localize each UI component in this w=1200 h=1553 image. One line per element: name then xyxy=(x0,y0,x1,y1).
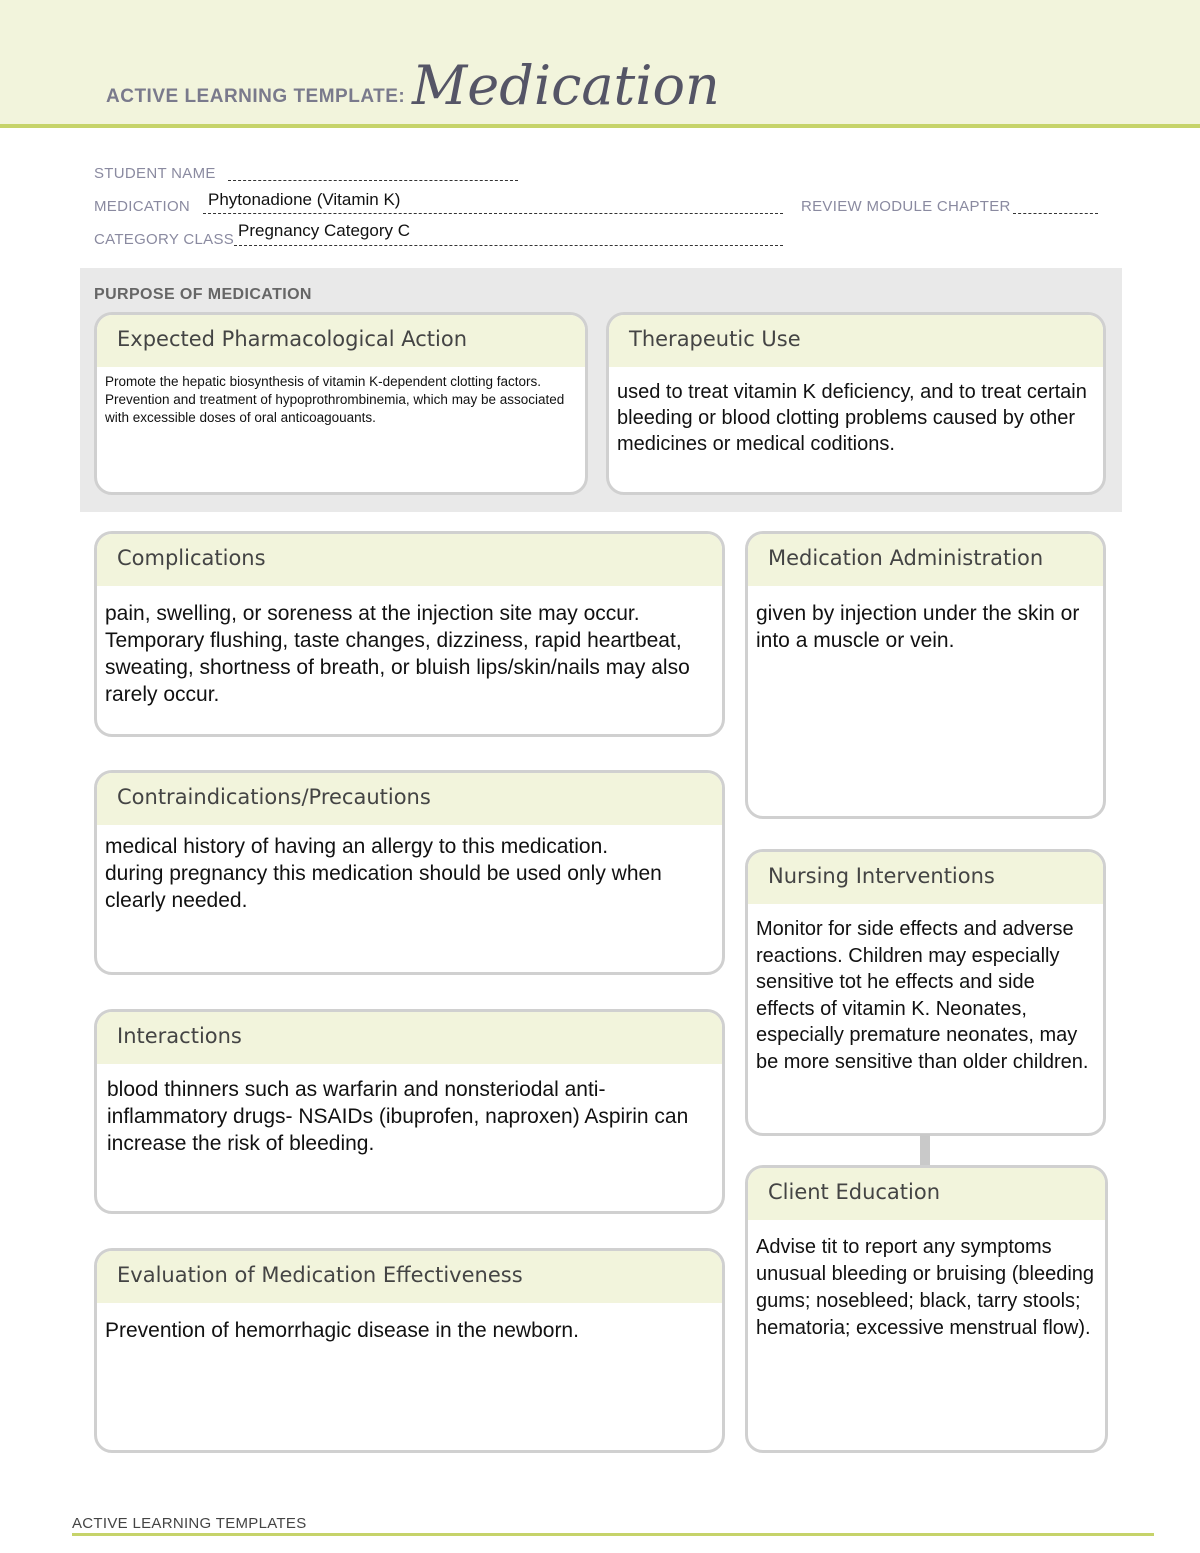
evaluation-box xyxy=(94,1248,725,1453)
review-module-label: REVIEW MODULE CHAPTER xyxy=(801,198,1011,215)
header-rule xyxy=(0,124,1200,128)
footer-text: ACTIVE LEARNING TEMPLATES xyxy=(72,1515,307,1532)
interactions-box xyxy=(94,1009,725,1214)
medication-label: MEDICATION xyxy=(94,198,191,215)
therapeutic-use-box xyxy=(606,312,1106,495)
complications-box xyxy=(94,531,725,737)
contraindications-text[interactable]: medical history of having an allergy to this medication. during pregnancy this medication should be used only when clearly needed. xyxy=(105,835,662,912)
nursing-heading: Nursing Interventions xyxy=(748,852,1103,904)
contraindications-heading: Contraindications/Precautions xyxy=(97,773,722,825)
administration-text[interactable]: given by injection under the skin or into a muscle or vein. xyxy=(756,602,1080,652)
category-class-value: Pregnancy Category C xyxy=(238,221,410,240)
interactions-heading: Interactions xyxy=(97,1012,722,1064)
contraindications-box xyxy=(94,770,725,975)
medication-value: Phytonadione (Vitamin K) xyxy=(208,190,401,209)
expected-action-text[interactable]: Promote the hepatic biosynthesis of vitamin K-dependent clotting factors. Prevention and treatment of hypoprothrombinemia, which may be associated with excessible doses of oral anticoagouants. xyxy=(105,374,565,425)
expected-action-box xyxy=(94,312,588,495)
administration-box xyxy=(745,531,1106,819)
complications-text[interactable]: pain, swelling, or soreness at the injection site may occur. Temporary flushing, taste changes, dizziness, rapid heartbeat, sweating, shortness of breath, or bluish lips/skin/nails may also rarely occur. xyxy=(105,602,690,706)
purpose-title: PURPOSE OF MEDICATION xyxy=(94,286,312,303)
template-title: Medication xyxy=(412,54,720,117)
footer-rule xyxy=(72,1533,1154,1536)
nursing-box xyxy=(745,849,1106,1136)
nursing-text[interactable]: Monitor for side effects and adverse reactions. Children may especially sensitive tot he effects and side effects of vitamin K. Neonates, especially premature neonates, may be more sensitive than older children. xyxy=(756,918,1089,1073)
therapeutic-use-text[interactable]: used to treat vitamin K deficiency, and to treat certain bleeding or blood clotting problems caused by other medicines or medical coditions. xyxy=(617,381,1087,455)
student-name-label: STUDENT NAME xyxy=(94,165,216,182)
client-education-text[interactable]: Advise tit to report any symptoms unusual bleeding or bruising (bleeding gums; nosebleed; black, tarry stools; hematoria; excessive menstrual flow). xyxy=(756,1236,1095,1339)
expected-action-heading: Expected Pharmacological Action xyxy=(97,315,585,367)
student-name-field[interactable] xyxy=(228,180,518,181)
complications-heading: Complications xyxy=(97,534,722,586)
administration-heading: Medication Administration xyxy=(748,534,1103,586)
evaluation-text[interactable]: Prevention of hemorrhagic disease in the newborn. xyxy=(105,1319,579,1342)
client-education-box xyxy=(745,1165,1108,1453)
category-class-field[interactable] xyxy=(234,245,783,246)
category-class-label: CATEGORY CLASS xyxy=(94,231,235,248)
template-prefix: ACTIVE LEARNING TEMPLATE: xyxy=(106,86,406,107)
therapeutic-use-heading: Therapeutic Use xyxy=(609,315,1103,367)
connector-bar xyxy=(920,1134,930,1166)
evaluation-heading: Evaluation of Medication Effectiveness xyxy=(97,1251,722,1303)
interactions-text[interactable]: blood thinners such as warfarin and nonsteriodal anti-inflammatory drugs- NSAIDs (ibuprofen, naproxen) Aspirin can increase the risk of bleeding. xyxy=(107,1078,689,1155)
client-education-heading: Client Education xyxy=(748,1168,1105,1220)
medication-field[interactable] xyxy=(203,213,783,214)
review-module-field[interactable] xyxy=(1013,213,1098,214)
